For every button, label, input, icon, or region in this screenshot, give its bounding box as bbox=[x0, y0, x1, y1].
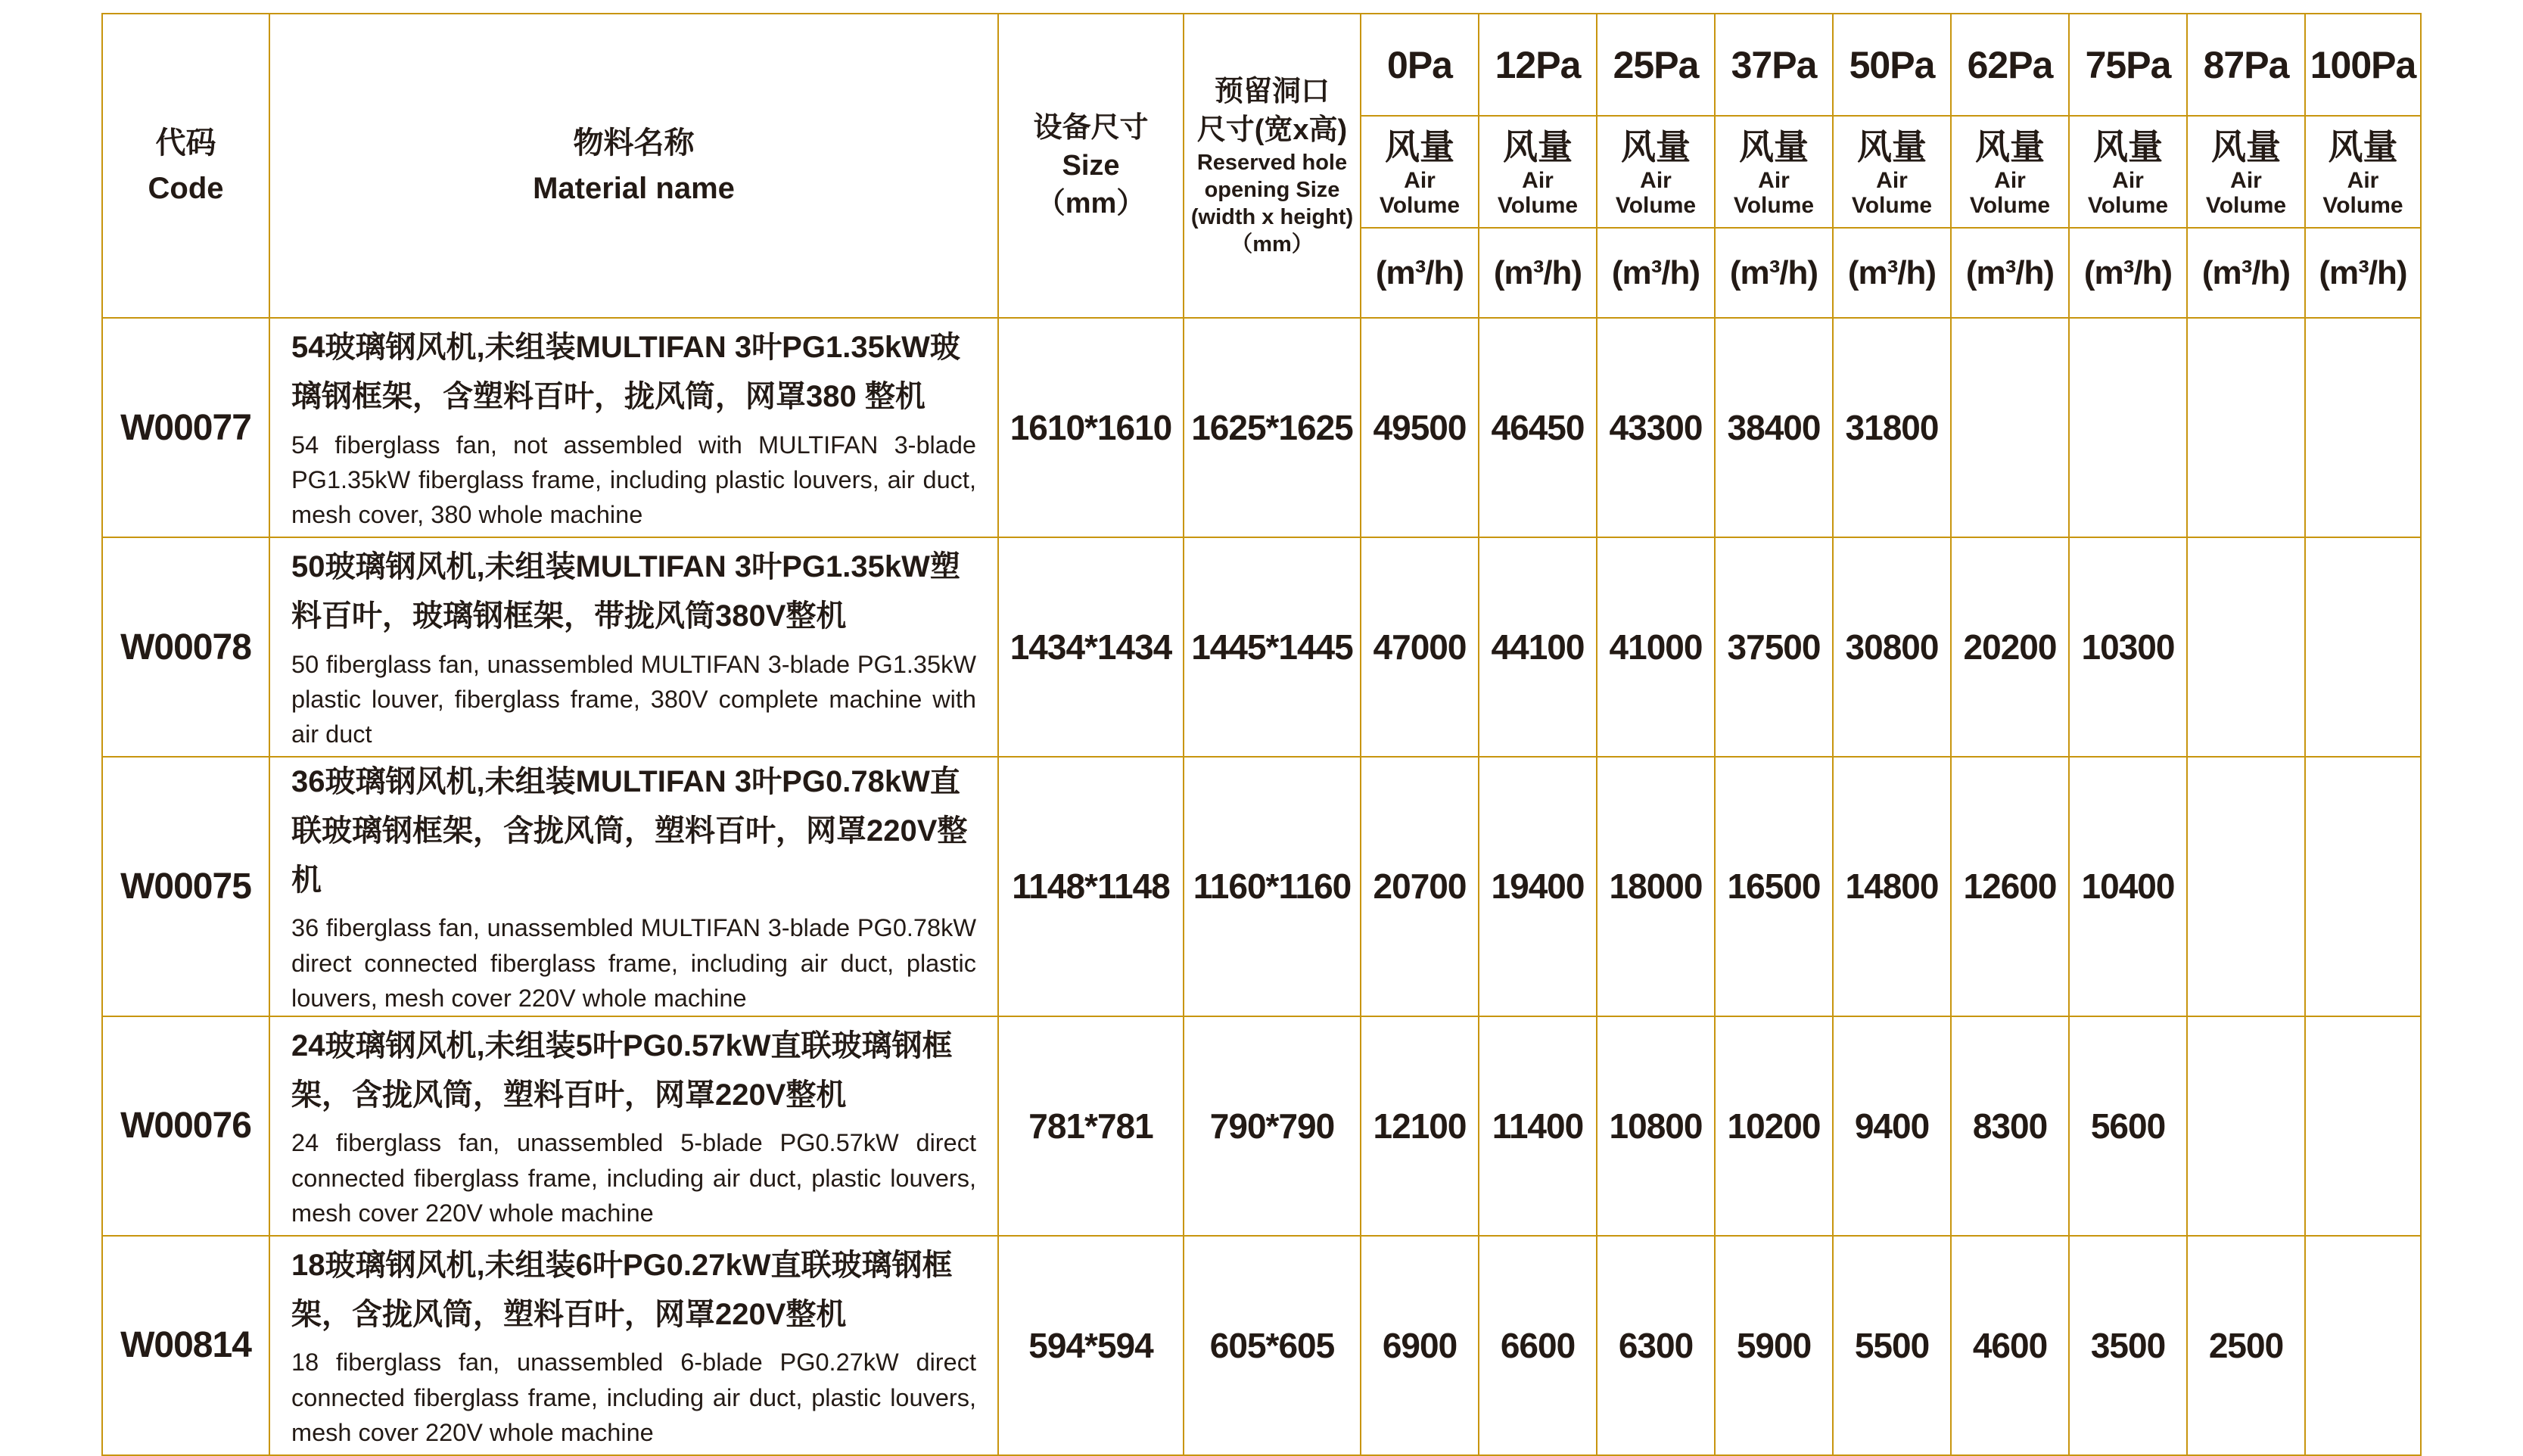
table-row bbox=[102, 1016, 2421, 1236]
header-material-cn: 物料名称 bbox=[573, 126, 695, 160]
air-volume-cn: 风量 bbox=[2093, 126, 2163, 166]
header-size-unit: （mm） bbox=[1036, 188, 1146, 220]
air-volume-cell bbox=[1951, 318, 2069, 537]
hole-size-cell: 605*605 bbox=[1184, 1236, 1361, 1455]
header-unit-2: (m³/h) bbox=[1597, 228, 1715, 318]
air-volume-en1: Air bbox=[1758, 168, 1790, 194]
material-name-en: 36 fiberglass fan, unassembled MULTIFAN 3-blade PG0.78kW direct connected fiberglass frame, including air duct, plastic louvers, mesh cover 220V whole machine bbox=[291, 914, 976, 1012]
air-volume-cell bbox=[2305, 537, 2421, 757]
header-hole-en3: (width x height) bbox=[1190, 205, 1354, 230]
header-pressure-1: 12Pa bbox=[1479, 14, 1597, 116]
material-cell bbox=[269, 757, 998, 1016]
header-unit-4: (m³/h) bbox=[1833, 228, 1951, 318]
header-unit-3: (m³/h) bbox=[1715, 228, 1833, 318]
air-volume-cell: 10200 bbox=[1715, 1016, 1833, 1236]
air-volume-cell: 6300 bbox=[1597, 1236, 1715, 1455]
air-volume-cell: 19400 bbox=[1479, 757, 1597, 1016]
header-air-volume-2 bbox=[1597, 116, 1715, 228]
header-air-volume-6 bbox=[2069, 116, 2187, 228]
air-volume-en1: Air bbox=[1994, 168, 2026, 194]
size-cell: 1434*1434 bbox=[998, 537, 1184, 757]
code-cell: W00075 bbox=[102, 757, 269, 1016]
air-volume-cell: 11400 bbox=[1479, 1016, 1597, 1236]
header-air-volume-1 bbox=[1479, 116, 1597, 228]
table-row bbox=[102, 537, 2421, 757]
hole-size-cell: 1445*1445 bbox=[1184, 537, 1361, 757]
header-pressure-2: 25Pa bbox=[1597, 14, 1715, 116]
air-volume-en2: Volume bbox=[1379, 192, 1461, 218]
header-unit-0: (m³/h) bbox=[1361, 228, 1479, 318]
air-volume-cell: 6900 bbox=[1361, 1236, 1479, 1455]
hole-size-cell: 1160*1160 bbox=[1184, 757, 1361, 1016]
header-pressure-3: 37Pa bbox=[1715, 14, 1833, 116]
air-volume-cell: 41000 bbox=[1597, 537, 1715, 757]
header-pressure-6: 75Pa bbox=[2069, 14, 2187, 116]
air-volume-cell bbox=[2187, 757, 2305, 1016]
header-pressure-7: 87Pa bbox=[2187, 14, 2305, 116]
air-volume-cell: 12100 bbox=[1361, 1016, 1479, 1236]
air-volume-cell: 12600 bbox=[1951, 757, 2069, 1016]
air-volume-cell: 44100 bbox=[1479, 537, 1597, 757]
header-hole-size bbox=[1184, 14, 1361, 318]
air-volume-cell: 37500 bbox=[1715, 537, 1833, 757]
header-code-cn: 代码 bbox=[155, 126, 216, 160]
air-volume-cell: 49500 bbox=[1361, 318, 1479, 537]
header-size-en: Size bbox=[1062, 149, 1120, 182]
size-cell: 781*781 bbox=[998, 1016, 1184, 1236]
material-cell bbox=[269, 537, 998, 757]
air-volume-en2: Volume bbox=[2322, 192, 2403, 218]
material-name-cn: 18玻璃钢风机,未组装6叶PG0.27kW直联玻璃钢框架，含拢风筒，塑料百叶，网罩220V整机 bbox=[291, 1248, 953, 1331]
header-air-volume-5 bbox=[1951, 116, 2069, 228]
header-material-en: Material name bbox=[533, 172, 735, 205]
header-unit-7: (m³/h) bbox=[2187, 228, 2305, 318]
material-cell bbox=[269, 318, 998, 537]
air-volume-cell: 3500 bbox=[2069, 1236, 2187, 1455]
hole-size-cell: 790*790 bbox=[1184, 1016, 1361, 1236]
fan-spec-sheet bbox=[101, 13, 2422, 1456]
air-volume-en1: Air bbox=[2230, 168, 2262, 194]
material-name-en: 54 fiberglass fan, not assembled with MULTIFAN 3-blade PG1.35kW fiberglass frame, including plastic louvers, air duct, mesh cover, 380 whole machine bbox=[291, 431, 976, 528]
air-volume-cell: 43300 bbox=[1597, 318, 1715, 537]
header-air-volume-3 bbox=[1715, 116, 1833, 228]
air-volume-cell: 30800 bbox=[1833, 537, 1951, 757]
air-volume-cell: 6600 bbox=[1479, 1236, 1597, 1455]
header-material-name bbox=[269, 14, 998, 318]
header-pressure-5: 62Pa bbox=[1951, 14, 2069, 116]
air-volume-cn: 风量 bbox=[1621, 126, 1691, 166]
air-volume-cell: 5900 bbox=[1715, 1236, 1833, 1455]
air-volume-cell: 10400 bbox=[2069, 757, 2187, 1016]
air-volume-cell: 5500 bbox=[1833, 1236, 1951, 1455]
air-volume-cell: 10800 bbox=[1597, 1016, 1715, 1236]
material-cell bbox=[269, 1236, 998, 1455]
spec-table bbox=[101, 13, 2422, 1456]
air-volume-en1: Air bbox=[2112, 168, 2144, 194]
material-name-cn: 50玻璃钢风机,未组装MULTIFAN 3叶PG1.35kW塑料百叶，玻璃钢框架，带拢风筒380V整机 bbox=[291, 549, 960, 633]
material-name-en: 24 fiberglass fan, unassembled 5-blade PG0.57kW direct connected fiberglass frame, including air duct, plastic louvers, mesh cover 220V whole machine bbox=[291, 1129, 976, 1227]
hole-size-cell: 1625*1625 bbox=[1184, 318, 1361, 537]
air-volume-en2: Volume bbox=[1733, 192, 1815, 218]
code-cell: W00814 bbox=[102, 1236, 269, 1455]
material-cell bbox=[269, 1016, 998, 1236]
air-volume-en1: Air bbox=[1404, 168, 1436, 194]
air-volume-cell: 5600 bbox=[2069, 1016, 2187, 1236]
air-volume-en1: Air bbox=[1522, 168, 1554, 194]
air-volume-cell: 4600 bbox=[1951, 1236, 2069, 1455]
air-volume-cn: 风量 bbox=[1503, 126, 1573, 166]
air-volume-en2: Volume bbox=[1497, 192, 1579, 218]
air-volume-cell: 38400 bbox=[1715, 318, 1833, 537]
air-volume-cell: 31800 bbox=[1833, 318, 1951, 537]
table-row bbox=[102, 1236, 2421, 1455]
air-volume-cell bbox=[2187, 1016, 2305, 1236]
header-pressure-0: 0Pa bbox=[1361, 14, 1479, 116]
header-code bbox=[102, 14, 269, 318]
header-pressure-8: 100Pa bbox=[2305, 14, 2421, 116]
air-volume-cell bbox=[2305, 1016, 2421, 1236]
air-volume-en2: Volume bbox=[2205, 192, 2287, 218]
air-volume-cell: 9400 bbox=[1833, 1016, 1951, 1236]
size-cell: 1148*1148 bbox=[998, 757, 1184, 1016]
header-unit-5: (m³/h) bbox=[1951, 228, 2069, 318]
code-cell: W00078 bbox=[102, 537, 269, 757]
code-cell: W00076 bbox=[102, 1016, 269, 1236]
header-size-cn: 设备尺寸 bbox=[1033, 111, 1149, 144]
header-air-volume-0 bbox=[1361, 116, 1479, 228]
header-hole-en1: Reserved hole bbox=[1196, 150, 1348, 175]
air-volume-cn: 风量 bbox=[2211, 126, 2281, 166]
header-air-volume-8 bbox=[2305, 116, 2421, 228]
air-volume-cell: 14800 bbox=[1833, 757, 1951, 1016]
header-air-volume-4 bbox=[1833, 116, 1951, 228]
air-volume-en2: Volume bbox=[1615, 192, 1697, 218]
air-volume-en2: Volume bbox=[1969, 192, 2051, 218]
material-name-cn: 36玻璃钢风机,未组装MULTIFAN 3叶PG0.78kW直联玻璃钢框架，含拢风筒，塑料百叶，网罩220V整机 bbox=[291, 765, 968, 897]
header-hole-en2: opening Size bbox=[1204, 177, 1340, 202]
material-name-cn: 24玻璃钢风机,未组装5叶PG0.57kW直联玻璃钢框架，含拢风筒，塑料百叶，网罩220V整机 bbox=[291, 1028, 953, 1112]
header-air-volume-7 bbox=[2187, 116, 2305, 228]
air-volume-cell: 46450 bbox=[1479, 318, 1597, 537]
header-code-en: Code bbox=[148, 172, 224, 205]
air-volume-cn: 风量 bbox=[2328, 126, 2398, 166]
air-volume-cell bbox=[2305, 318, 2421, 537]
code-cell: W00077 bbox=[102, 318, 269, 537]
air-volume-cell: 10300 bbox=[2069, 537, 2187, 757]
air-volume-cell bbox=[2187, 537, 2305, 757]
air-volume-cell: 18000 bbox=[1597, 757, 1715, 1016]
air-volume-cn: 风量 bbox=[1975, 126, 2045, 166]
size-cell: 594*594 bbox=[998, 1236, 1184, 1455]
material-name-cn: 54玻璃钢风机,未组装MULTIFAN 3叶PG1.35kW玻璃钢框架，含塑料百叶，拢风筒，网罩380 整机 bbox=[291, 330, 960, 413]
air-volume-cell: 20700 bbox=[1361, 757, 1479, 1016]
air-volume-cell: 47000 bbox=[1361, 537, 1479, 757]
size-cell: 1610*1610 bbox=[998, 318, 1184, 537]
air-volume-cell bbox=[2187, 318, 2305, 537]
air-volume-cell: 8300 bbox=[1951, 1016, 2069, 1236]
air-volume-en1: Air bbox=[1876, 168, 1908, 194]
header-row-pressures bbox=[102, 14, 2421, 116]
header-unit-1: (m³/h) bbox=[1479, 228, 1597, 318]
header-size bbox=[998, 14, 1184, 318]
air-volume-en1: Air bbox=[2347, 168, 2379, 194]
air-volume-en2: Volume bbox=[2087, 192, 2169, 218]
header-pressure-4: 50Pa bbox=[1833, 14, 1951, 116]
header-unit-8: (m³/h) bbox=[2305, 228, 2421, 318]
material-name-en: 18 fiberglass fan, unassembled 6-blade PG0.27kW direct connected fiberglass frame, including air duct, plastic louvers, mesh cover 220V whole machine bbox=[291, 1349, 976, 1446]
air-volume-cn: 风量 bbox=[1385, 126, 1454, 166]
air-volume-cell: 16500 bbox=[1715, 757, 1833, 1016]
air-volume-cell bbox=[2305, 1236, 2421, 1455]
air-volume-en1: Air bbox=[1640, 168, 1672, 194]
air-volume-cell: 20200 bbox=[1951, 537, 2069, 757]
air-volume-cell bbox=[2069, 318, 2187, 537]
table-row bbox=[102, 757, 2421, 1016]
header-hole-unit: （mm） bbox=[1230, 232, 1314, 257]
air-volume-cell: 2500 bbox=[2187, 1236, 2305, 1455]
table-row bbox=[102, 318, 2421, 537]
material-name-en: 50 fiberglass fan, unassembled MULTIFAN 3-blade PG1.35kW plastic louver, fiberglass frame, 380V complete machine with air duct bbox=[291, 650, 976, 748]
air-volume-cell bbox=[2305, 757, 2421, 1016]
air-volume-cn: 风量 bbox=[1857, 126, 1927, 166]
air-volume-en2: Volume bbox=[1851, 192, 1933, 218]
header-hole-cn2: 尺寸(宽x高) bbox=[1196, 114, 1348, 146]
header-hole-cn1: 预留洞口 bbox=[1214, 76, 1330, 108]
header-unit-6: (m³/h) bbox=[2069, 228, 2187, 318]
air-volume-cn: 风量 bbox=[1739, 126, 1809, 166]
